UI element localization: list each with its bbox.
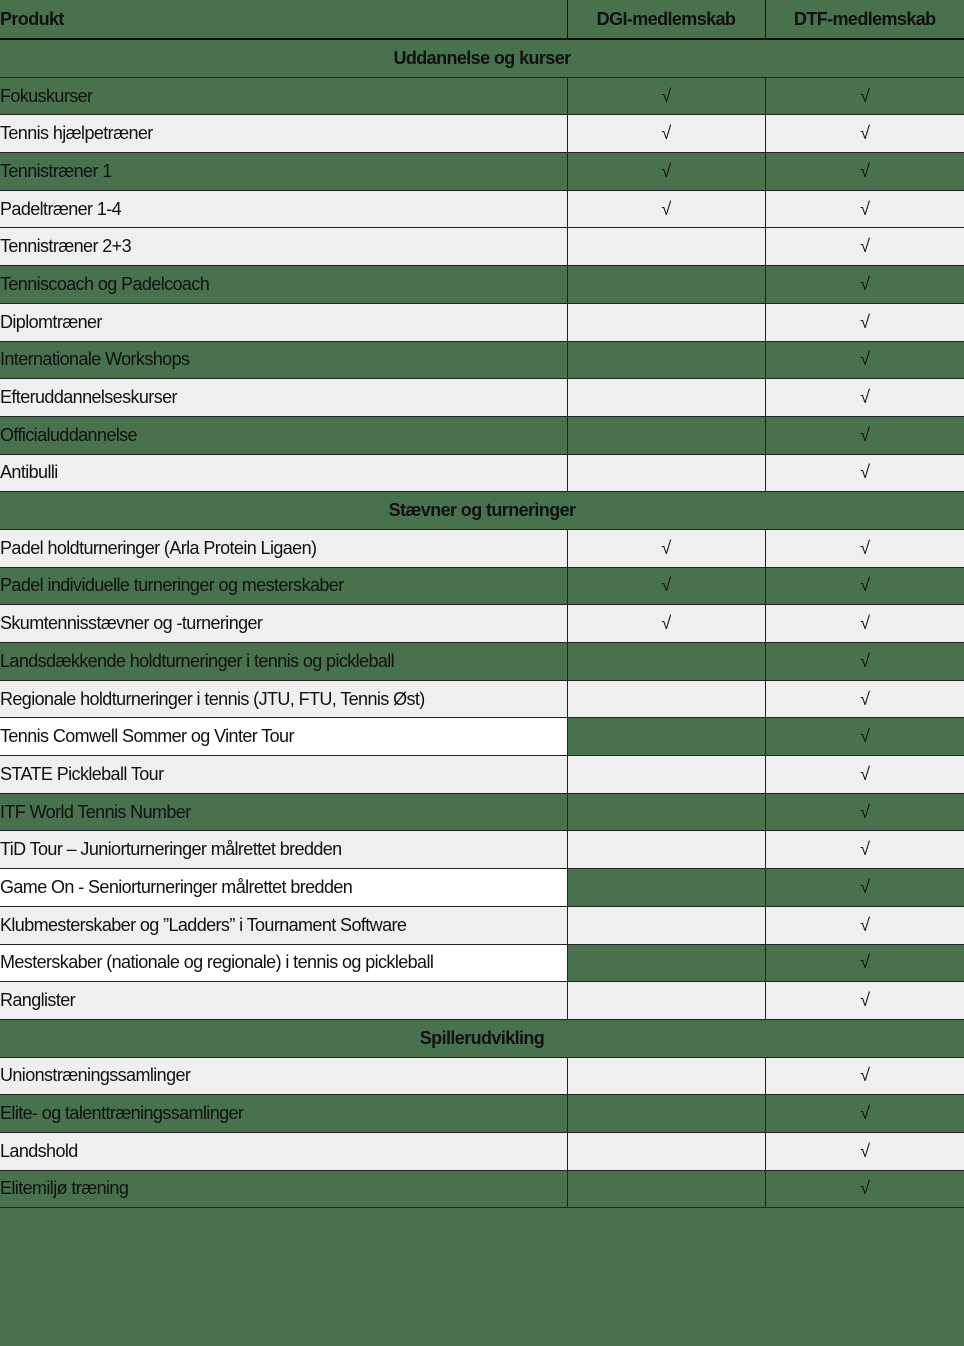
product-name: Skumtennisstævner og -turneringer: [0, 605, 567, 643]
dtf-check: √: [765, 529, 964, 567]
dgi-check: √: [567, 115, 765, 153]
table-row: [0, 831, 964, 869]
dtf-check: √: [765, 756, 964, 794]
product-name: Officialuddannelse: [0, 416, 567, 454]
dgi-check: [567, 341, 765, 379]
product-name: Antibulli: [0, 454, 567, 492]
dtf-check: √: [765, 416, 964, 454]
dgi-check: [567, 718, 765, 756]
product-name: Ranglister: [0, 982, 567, 1020]
dtf-check: √: [765, 1057, 964, 1095]
dtf-check: √: [765, 1095, 964, 1133]
table-row: [0, 869, 964, 907]
dtf-check: √: [765, 228, 964, 266]
product-name: Padel individuelle turneringer og mesterskaber: [0, 567, 567, 605]
table-row: [0, 1132, 964, 1170]
dtf-check: √: [765, 831, 964, 869]
dgi-check: [567, 869, 765, 907]
table-row: [0, 228, 964, 266]
section-header-row: [0, 492, 964, 530]
table-row: [0, 680, 964, 718]
dgi-check: √: [567, 605, 765, 643]
dgi-check: [567, 379, 765, 417]
table-header-row: [0, 0, 964, 39]
table-row: [0, 643, 964, 681]
product-name: Elite- og talenttræningssamlinger: [0, 1095, 567, 1133]
dtf-check: √: [765, 869, 964, 907]
product-name: Tennistræner 1: [0, 153, 567, 191]
table-row: [0, 153, 964, 191]
dtf-check: √: [765, 266, 964, 304]
product-name: ITF World Tennis Number: [0, 793, 567, 831]
product-name: Tenniscoach og Padelcoach: [0, 266, 567, 304]
product-name: Mesterskaber (nationale og regionale) i tennis og pickleball: [0, 944, 567, 982]
dtf-check: √: [765, 153, 964, 191]
product-name: Klubmesterskaber og ”Ladders” i Tournament Software: [0, 906, 567, 944]
dtf-check: √: [765, 77, 964, 115]
dgi-check: [567, 793, 765, 831]
dgi-check: [567, 831, 765, 869]
table-row: [0, 115, 964, 153]
table-row: [0, 341, 964, 379]
dgi-check: √: [567, 77, 765, 115]
dgi-check: [567, 416, 765, 454]
product-name: Elitemiljø træning: [0, 1170, 567, 1208]
product-name: Regionale holdturneringer i tennis (JTU, FTU, Tennis Øst): [0, 680, 567, 718]
dgi-check: √: [567, 190, 765, 228]
table-row: [0, 567, 964, 605]
dgi-check: [567, 1095, 765, 1133]
table-row: [0, 529, 964, 567]
dtf-check: √: [765, 1170, 964, 1208]
dgi-check: [567, 906, 765, 944]
header-product: Produkt: [0, 0, 567, 39]
table-row: [0, 1170, 964, 1208]
product-name: Internationale Workshops: [0, 341, 567, 379]
table-row: [0, 1057, 964, 1095]
table-row: [0, 793, 964, 831]
product-name: Unionstræningssamlinger: [0, 1057, 567, 1095]
product-name: Landsdækkende holdturneringer i tennis og pickleball: [0, 643, 567, 681]
dtf-check: √: [765, 567, 964, 605]
product-name: Game On - Seniorturneringer målrettet bredden: [0, 869, 567, 907]
product-name: Padeltræner 1-4: [0, 190, 567, 228]
header-dtf: DTF-medlemskab: [765, 0, 964, 39]
dgi-check: [567, 1170, 765, 1208]
table-row: [0, 379, 964, 417]
dtf-check: √: [765, 379, 964, 417]
dgi-check: [567, 756, 765, 794]
table-row: [0, 303, 964, 341]
dgi-check: √: [567, 153, 765, 191]
table-row: [0, 1095, 964, 1133]
table-row: [0, 718, 964, 756]
table-row: [0, 756, 964, 794]
header-dgi: DGI-medlemskab: [567, 0, 765, 39]
dtf-check: √: [765, 605, 964, 643]
dgi-check: [567, 643, 765, 681]
section-title: Spillerudvikling: [0, 1019, 964, 1057]
dgi-check: [567, 454, 765, 492]
section-title: Stævner og turneringer: [0, 492, 964, 530]
dgi-check: √: [567, 529, 765, 567]
dgi-check: [567, 1132, 765, 1170]
table-row: [0, 190, 964, 228]
table-row: [0, 266, 964, 304]
dtf-check: √: [765, 303, 964, 341]
dtf-check: √: [765, 793, 964, 831]
dgi-check: [567, 303, 765, 341]
product-name: Tennistræner 2+3: [0, 228, 567, 266]
dgi-check: √: [567, 567, 765, 605]
product-name: Padel holdturneringer (Arla Protein Ligaen): [0, 529, 567, 567]
product-name: Fokuskurser: [0, 77, 567, 115]
product-name: Tennis Comwell Sommer og Vinter Tour: [0, 718, 567, 756]
dtf-check: √: [765, 190, 964, 228]
dtf-check: √: [765, 906, 964, 944]
table-row: [0, 906, 964, 944]
table-row: [0, 944, 964, 982]
dgi-check: [567, 944, 765, 982]
dtf-check: √: [765, 115, 964, 153]
table-row: [0, 454, 964, 492]
dtf-check: √: [765, 680, 964, 718]
product-name: Landshold: [0, 1132, 567, 1170]
product-name: STATE Pickleball Tour: [0, 756, 567, 794]
product-name: Diplomtræner: [0, 303, 567, 341]
dgi-check: [567, 228, 765, 266]
dgi-check: [567, 266, 765, 304]
dgi-check: [567, 1057, 765, 1095]
table-row: [0, 77, 964, 115]
table-row: [0, 416, 964, 454]
section-title: Uddannelse og kurser: [0, 39, 964, 77]
dtf-check: √: [765, 341, 964, 379]
dtf-check: √: [765, 982, 964, 1020]
dgi-check: [567, 680, 765, 718]
product-name: TiD Tour – Juniorturneringer målrettet bredden: [0, 831, 567, 869]
dtf-check: √: [765, 643, 964, 681]
product-name: Efteruddannelseskurser: [0, 379, 567, 417]
dtf-check: √: [765, 718, 964, 756]
table-row: [0, 605, 964, 643]
section-header-row: [0, 39, 964, 77]
dgi-check: [567, 982, 765, 1020]
dtf-check: √: [765, 454, 964, 492]
table-row: [0, 982, 964, 1020]
section-header-row: [0, 1019, 964, 1057]
product-name: Tennis hjælpetræner: [0, 115, 567, 153]
dtf-check: √: [765, 944, 964, 982]
dtf-check: √: [765, 1132, 964, 1170]
